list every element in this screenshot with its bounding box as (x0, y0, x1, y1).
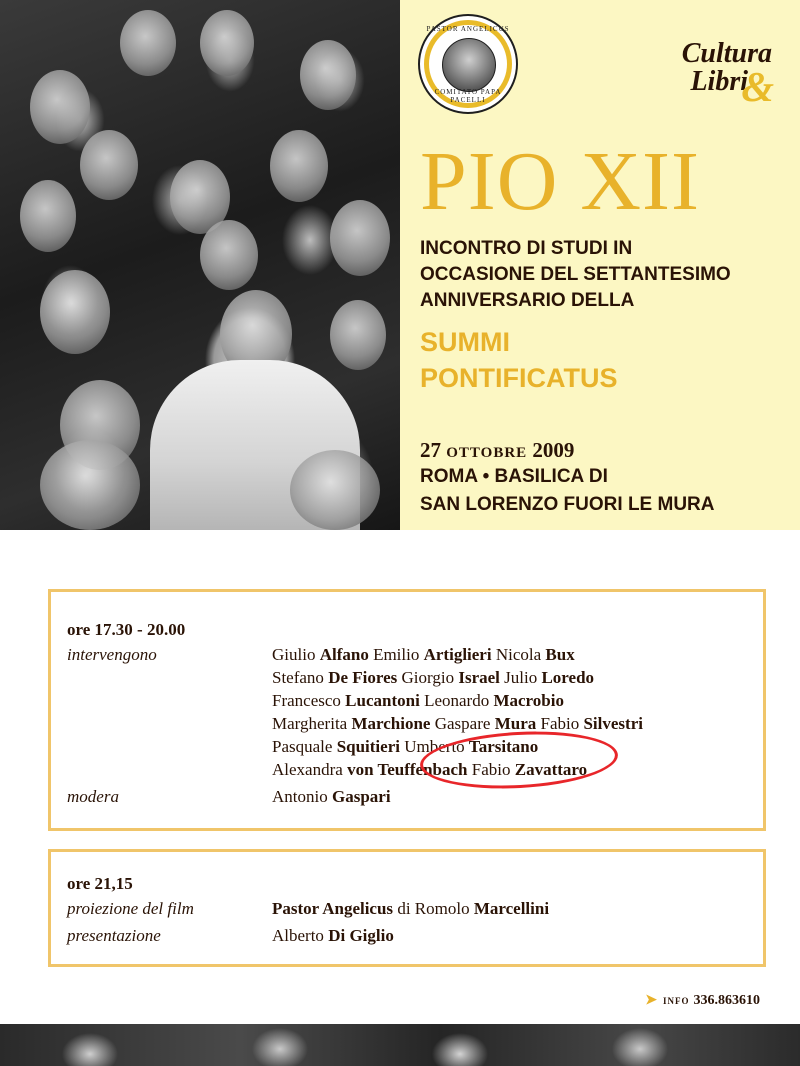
session-time: ore 21,15 (67, 874, 133, 893)
speaker-last: Tarsitano (468, 737, 539, 756)
moderator-last: Gaspari (331, 787, 391, 806)
speaker-line (272, 714, 643, 734)
brand-line-1: Cultura (681, 38, 772, 69)
speaker-last: Loredo (541, 668, 595, 687)
subtitle (420, 236, 731, 314)
speaker-first: Margherita (272, 714, 348, 733)
speaker-first: Nicola (495, 645, 542, 664)
speaker-last: Mura (494, 714, 537, 733)
speaker-first: Gaspare (434, 714, 491, 733)
brand-ampersand: & (741, 65, 774, 111)
speaker-first: Stefano (272, 668, 324, 687)
speaker-first: Francesco (272, 691, 341, 710)
moderator-name (272, 787, 391, 807)
speaker-line (272, 691, 564, 711)
film-title: Pastor Angelicus (272, 899, 394, 918)
speaker-first: Alexandra (272, 760, 343, 779)
event-date (420, 438, 574, 463)
speaker-first: Emilio (373, 645, 420, 664)
film-director: Marcellini (473, 899, 550, 918)
date-year: 2009 (532, 438, 575, 462)
speaker-line (272, 645, 575, 665)
moderator-first: Antonio (272, 787, 328, 806)
speaker-last: Bux (545, 645, 575, 664)
info-phone: 336.863610 (693, 993, 760, 1008)
afternoon-session-box (48, 589, 766, 831)
speaker-last: Silvestri (583, 714, 643, 733)
title-panel (400, 0, 800, 530)
cultura-libri-logo (681, 38, 774, 111)
subtitle-line: ANNIVERSARIO DELLA (420, 290, 635, 311)
speaker-first: Fabio (540, 714, 580, 733)
seal-portrait-icon (442, 38, 496, 92)
speaker-last: Macrobio (493, 691, 564, 710)
speaker-first: Julio (504, 668, 538, 687)
moderator-label: modera (67, 787, 119, 806)
film-label: proiezione del film (67, 899, 194, 918)
speaker-last: Squitieri (336, 737, 400, 756)
subtitle-line: INCONTRO DI STUDI IN (420, 238, 633, 259)
session-time: ore 17.30 - 20.00 (67, 620, 186, 639)
speaker-last: von Teuffenbach (347, 760, 468, 779)
presenter-last: Di Giglio (328, 926, 394, 945)
speaker-last: De Fiores (328, 668, 398, 687)
date-day: 27 (420, 438, 441, 462)
speaker-last: Marchione (351, 714, 431, 733)
info-contact (645, 992, 760, 1009)
event-place-line: ROMA • BASILICA DI (420, 466, 608, 487)
info-label: INFO (663, 996, 690, 1006)
seal-top-text: PASTOR ANGELICUS (426, 25, 510, 33)
speaker-first: Giulio (272, 645, 316, 664)
speakers-label: intervengono (67, 645, 157, 664)
evening-session-box (48, 849, 766, 967)
speaker-first: Pasquale (272, 737, 333, 756)
encyclical-title (420, 324, 618, 396)
speaker-last: Israel (458, 668, 500, 687)
date-month: OTTOBRE (446, 445, 528, 461)
encyclical-line: PONTIFICATUS (420, 363, 618, 393)
presenter-label: presentazione (67, 926, 161, 945)
speaker-first: Umberto (404, 737, 465, 756)
arrow-right-icon: ➤ (645, 993, 657, 1008)
speaker-first: Fabio (471, 760, 511, 779)
seal-bottom-text: COMITATO PAPA PACELLI (434, 88, 502, 104)
speaker-line (272, 668, 594, 688)
bottom-photo-strip (0, 1024, 800, 1066)
film-by: di Romolo (397, 899, 470, 918)
film-info (272, 899, 549, 919)
speaker-first: Leonardo (424, 691, 490, 710)
speaker-first: Giorgio (401, 668, 455, 687)
subtitle-line: OCCASIONE DEL SETTANTESIMO (420, 264, 731, 285)
brand-line-2: Libri (690, 66, 748, 97)
speaker-last: Lucantoni (345, 691, 420, 710)
encyclical-line: SUMMI (420, 327, 510, 357)
speaker-last: Artiglieri (423, 645, 492, 664)
page-title: PIO XII (420, 135, 700, 228)
speaker-last: Zavattaro (514, 760, 588, 779)
pastor-angelicus-seal-logo (418, 14, 518, 114)
presenter-first: Alberto (272, 926, 324, 945)
speaker-last: Alfano (319, 645, 369, 664)
presenter-name (272, 926, 394, 946)
event-place-line: SAN LORENZO FUORI LE MURA (420, 494, 715, 515)
crowd-photo (0, 0, 400, 530)
